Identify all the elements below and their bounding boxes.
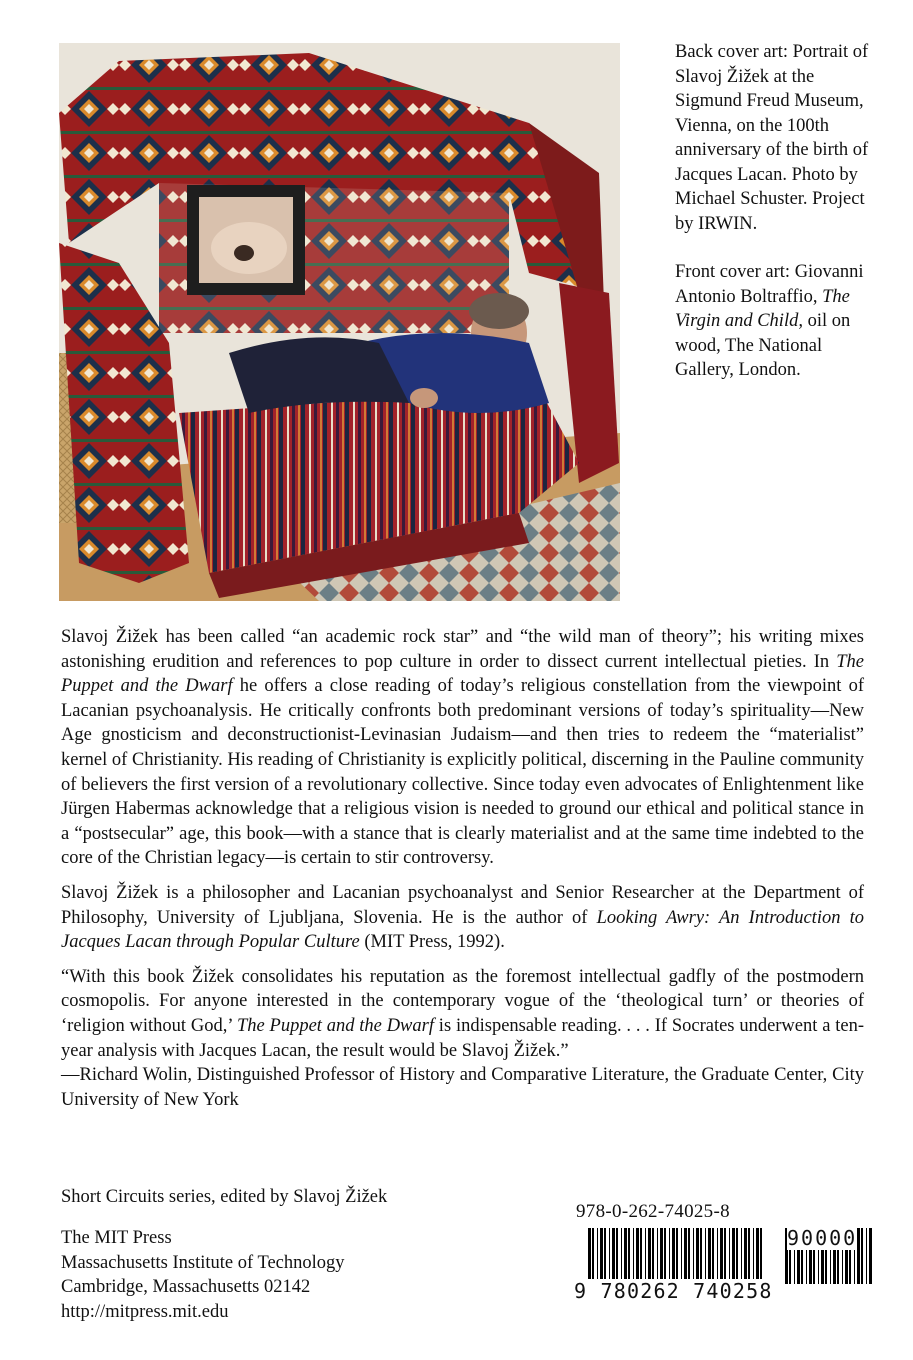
barcode-bar [741, 1228, 742, 1280]
barcode-bar [645, 1228, 646, 1280]
barcode-bar [621, 1228, 622, 1280]
front-cover-credit: Front cover art: Giovanni Antonio Boltraffio, The Virgin and Child, oil on wood, The National Gallery, London. [675, 262, 864, 380]
barcode-bar [636, 1228, 639, 1280]
portrait-illustration [59, 43, 620, 601]
barcode-bar [736, 1228, 738, 1280]
barcode-bar [712, 1228, 714, 1280]
barcode-bar [724, 1228, 726, 1280]
barcode-bar [696, 1228, 699, 1280]
barcode-bar [664, 1228, 666, 1280]
barcode-bar [604, 1228, 606, 1280]
barcode-bar [652, 1228, 654, 1280]
publisher-url: http://mitpress.mit.edu [61, 1301, 229, 1322]
publisher-institute: Massachusetts Institute of Technology [61, 1252, 345, 1273]
description-paragraph: Slavoj Žižek has been called “an academic rock star” and “the wild man of theory”; his writing mixes astonishing erudition and references to pop culture in order to dissect current intellectual pieties. In The Puppet and the Dwarf he offers a close reading of today’s religious constellation from the viewpoint of Lacanian psychoanalysis. He critically confronts both predominant versions of today’s spirituality—New Age gnosticism and deconstructionist-Levinasian Judaism—and then tries to redeem the “materialist” kernel of Christianity. His reading of Christianity is explicitly political, discerning in the Pauline community of believers the first version of a revolutionary collective. Since today even advocates of Enlightenment like Jürgen Habermas acknowledge that a religious vision is needed to ground our ethical and political stance in a “postsecular” age, this book—with a stance that is clearly materialist and at the same time indebted to the core of the Christian legacy—is certain to stir controversy. [61, 627, 864, 869]
publisher-name: The MIT Press [61, 1228, 172, 1248]
barcode-bar [657, 1228, 658, 1280]
barcode-bar [669, 1228, 670, 1280]
barcode-bar [588, 1228, 591, 1280]
barcode-bar [748, 1228, 750, 1280]
barcode-bar [612, 1228, 615, 1280]
barcode-bar [866, 1228, 867, 1284]
series-note: Short Circuits series, edited by Slavoj Žižek [61, 1187, 388, 1207]
cover-art-credits [675, 40, 885, 407]
barcode-bar [732, 1228, 735, 1280]
isbn-number: 978-0-262-74025-8 [576, 1201, 730, 1222]
review-quote: “With this book Žižek consolidates his reputation as the foremost intellectual gadfly of the postmodern cosmopolis. For anyone interested in the contemporary vogue of the ‘theological turn’ or theories of ‘religion without God,’ The Puppet and the Dwarf is indispensable reading. . . . If Socrates underwent a ten-year analysis with Jacques Lacan, the result would be Slavoj Žižek.” [61, 966, 864, 1061]
barcode-bar [681, 1228, 682, 1280]
barcode-bar [688, 1228, 690, 1280]
barcode-bar [684, 1228, 687, 1280]
barcode-bar [857, 1228, 860, 1284]
barcode-bar [660, 1228, 663, 1280]
barcode-bar [676, 1228, 678, 1280]
barcode-bar [672, 1228, 675, 1280]
barcode-bar [628, 1228, 630, 1280]
barcode-bar [744, 1228, 747, 1280]
barcode-digits: 9 780262 740258 [574, 1279, 773, 1303]
cover-photo [59, 43, 620, 601]
barcode-bar [869, 1228, 872, 1284]
barcode-bar [729, 1228, 730, 1280]
barcode-bar [640, 1228, 642, 1280]
barcode-bar [720, 1228, 723, 1280]
barcode-bar [600, 1228, 603, 1280]
barcode-bar [597, 1228, 598, 1280]
barcode-bar [753, 1228, 754, 1280]
barcode-bar [693, 1228, 694, 1280]
book-description [61, 625, 864, 1122]
back-cover-credit: Back cover art: Portrait of Slavoj Žižek at the Sigmund Freud Museum, Vienna, on the 100th anniversary of the birth of Jacques Lacan. Photo by Michael Schuster. Project by IRWIN. [675, 42, 869, 234]
barcode-bar [705, 1228, 706, 1280]
publisher-city: Cambridge, Massachusetts 02142 [61, 1277, 311, 1297]
barcode-bar [609, 1228, 610, 1280]
barcode-bar [708, 1228, 711, 1280]
barcode-bar [760, 1228, 762, 1280]
barcode-bar [624, 1228, 627, 1280]
barcode-bar [717, 1228, 718, 1280]
barcode-bar [616, 1228, 618, 1280]
barcode-bar [861, 1228, 863, 1284]
barcode-bar [756, 1228, 759, 1280]
price-code: 90000 [787, 1226, 858, 1250]
barcode-bar [633, 1228, 634, 1280]
publisher-block [61, 1226, 345, 1324]
barcode-bar [592, 1228, 594, 1280]
author-bio: Slavoj Žižek is a philosopher and Lacanian psychoanalyst and Senior Researcher at the Department of Philosophy, University of Ljubljana, Slovenia. He is the author of Looking Awry: An Introduction to Jacques Lacan through Popular Culture (MIT Press, 1992). [61, 882, 864, 953]
barcode-bar [700, 1228, 702, 1280]
barcode-bar [648, 1228, 651, 1280]
quote-attribution: —Richard Wolin, Distinguished Professor of History and Comparative Literature, the Graduate Center, City University of New York [61, 1065, 864, 1110]
